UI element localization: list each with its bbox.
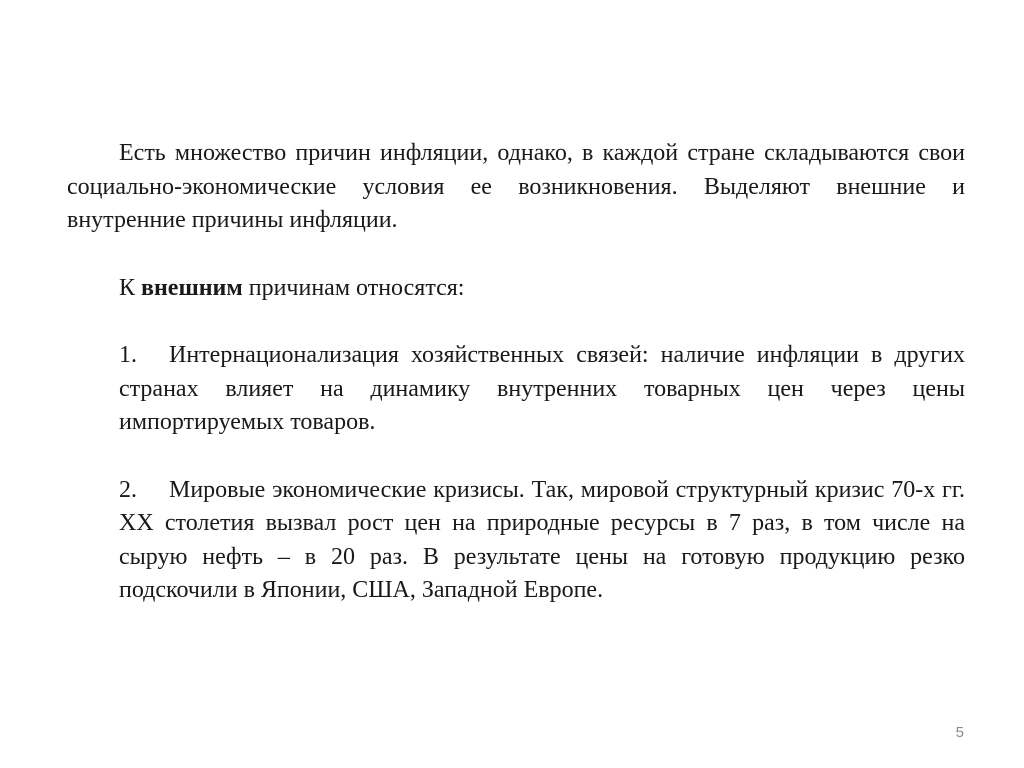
spacer bbox=[67, 440, 965, 474]
list-item-number: 2. bbox=[119, 476, 137, 503]
spacer bbox=[67, 305, 965, 339]
list-item-text: Интернационализация хозяйственных связей: наличие инфляции в других странах влияет на динамику внутренних товарных цен через цены импортируемых товаров. bbox=[119, 342, 965, 435]
slide-number: 5 bbox=[955, 724, 964, 741]
list-item-1 bbox=[119, 339, 965, 440]
heading-prefix: К bbox=[119, 274, 142, 301]
heading-suffix: причинам относятся: bbox=[242, 274, 465, 301]
heading-bold-word: внешним bbox=[141, 274, 243, 301]
external-causes-heading bbox=[67, 272, 965, 306]
slide-body bbox=[67, 137, 965, 608]
list-item-2 bbox=[119, 474, 965, 608]
intro-paragraph: Есть множество причин инфляции, однако, в каждой стране складываются свои социально-экономические условия ее возникновения. Выделяют внешние и внутренние причины инфляции. bbox=[67, 140, 965, 233]
list-item-number: 1. bbox=[119, 342, 137, 368]
list-item-text: Мировые экономические кризисы. Так, мировой структурный кризис 70-х гг. XX столетия вызвал рост цен на природные ресурсы в 7 раз, в том числе на сырую нефть – в 20 раз. В результате цены на готовую продукцию резко подскочили в Японии, США, Западной Европе. bbox=[119, 476, 965, 603]
spacer bbox=[67, 238, 965, 272]
